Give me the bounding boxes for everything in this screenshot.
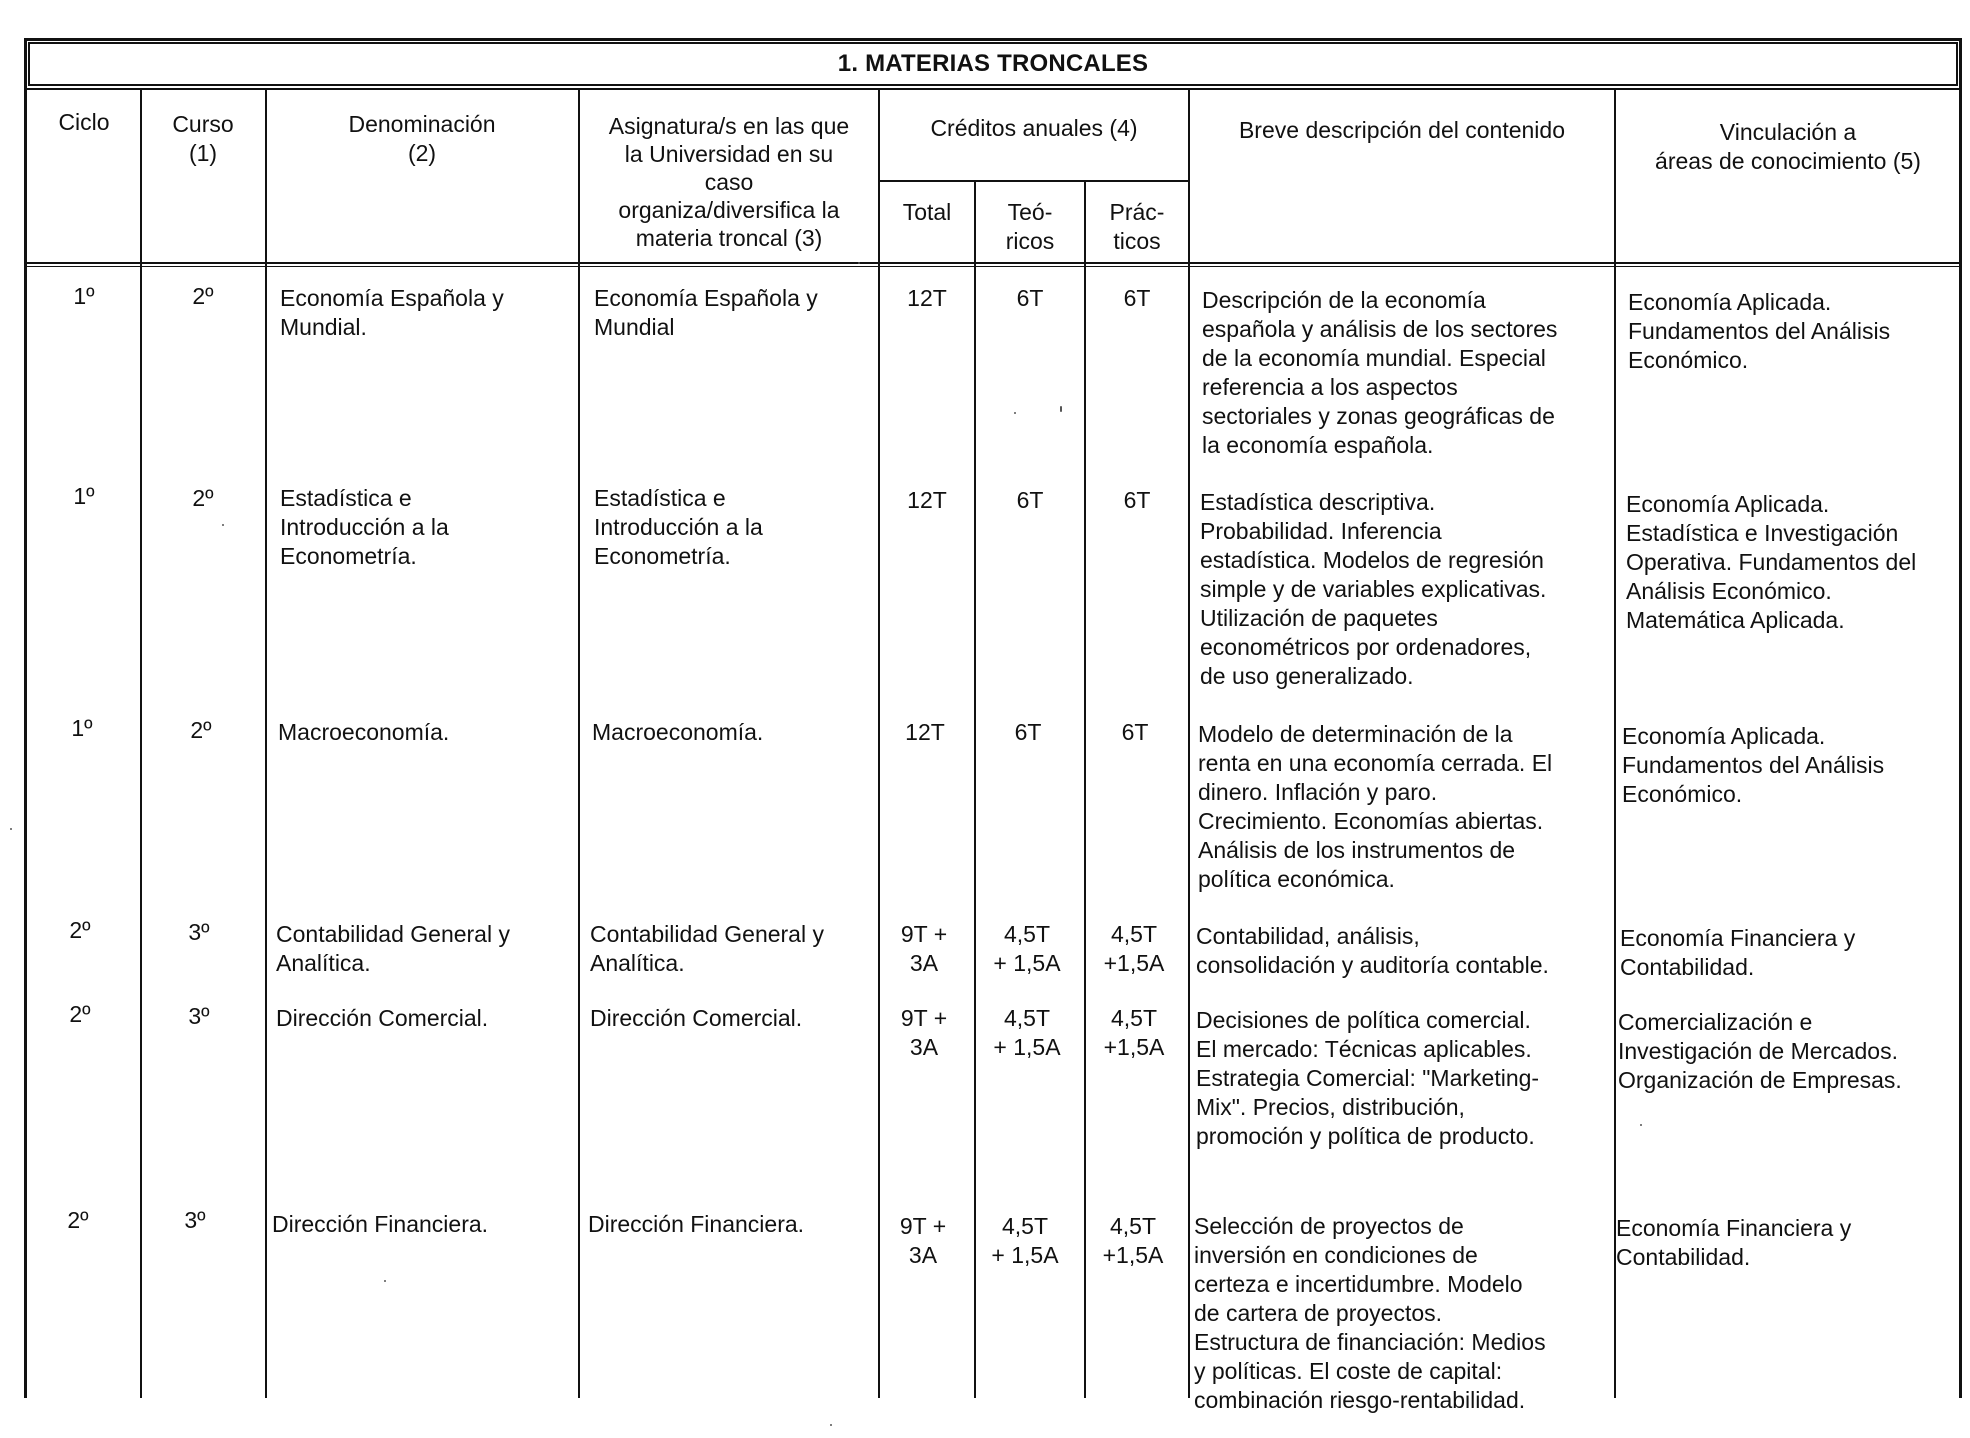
row-2-total: 12T [907, 487, 947, 513]
row-3-denominacion: Macroeconomía. [278, 719, 450, 745]
scan-speck [830, 1424, 832, 1426]
row-5-vinculacion: Comercialización e Investigación de Mercados. Organización de Empresas. [1618, 1009, 1902, 1093]
row-6-descripcion: Selección de proyectos de inversión en condiciones de certeza e incertidumbre. Modelo de cartera de proyectos. Estructura de financiación: Medios y políticas. El coste de capital: combinación riesgo-rentabilidad. [1194, 1213, 1546, 1413]
scan-speck [222, 524, 224, 526]
table-title: 1. MATERIAS TRONCALES [28, 42, 1958, 86]
row-1-curso: 2º [192, 283, 214, 309]
row-5-descripcion: Decisiones de política comercial. El mercado: Técnicas aplicables. Estrategia Comercial: "Marketing- Mix". Precios, distribución, promoción y política de producto. [1196, 1007, 1540, 1149]
row-3-ciclo: 1º [71, 715, 93, 741]
row-3-descripcion: Modelo de determinación de la renta en una economía cerrada. El dinero. Inflación y paro. Crecimiento. Economías abiertas. Análisis de los instrumentos de política económica. [1198, 721, 1553, 892]
row-1-asignatura: Economía Española y Mundial [594, 285, 818, 340]
header-teoricos: Teó- ricos [1005, 199, 1055, 254]
row-1-practicos: 6T [1123, 285, 1151, 311]
header-ciclo: Ciclo [58, 109, 110, 135]
row-5-ciclo: 2º [69, 1001, 91, 1027]
row-6-practicos: 4,5T +1,5A [1102, 1213, 1164, 1268]
row-6-ciclo: 2º [67, 1207, 89, 1233]
row-2-descripcion: Estadística descriptiva. Probabilidad. Inferencia estadística. Modelos de regresión simple y de variables explicativas. Utilización de paquetes econométricos por ordenadores, de uso generalizado. [1200, 489, 1547, 689]
row-6-teoricos: 4,5T + 1,5A [991, 1213, 1059, 1268]
row-3-curso: 2º [190, 717, 212, 743]
row-3-vinculacion: Economía Aplicada. Fundamentos del Análisis Económico. [1622, 723, 1885, 807]
col-rule-7 [1188, 88, 1190, 1398]
col-rule-2 [265, 88, 267, 1398]
header-vinculacion: Vinculación a áreas de conocimiento (5) [1655, 119, 1921, 174]
row-4-practicos: 4,5T +1,5A [1103, 921, 1165, 976]
row-1-descripcion: Descripción de la economía española y análisis de los sectores de la economía mundial. Especial referencia a los aspectos sectoriales y zonas geográficas de la economía española. [1202, 287, 1558, 458]
row-5-curso: 3º [188, 1003, 210, 1029]
scan-speck [384, 1280, 386, 1282]
row-4-vinculacion: Economía Financiera y Contabilidad. [1620, 925, 1856, 980]
row-4-curso: 3º [188, 919, 210, 945]
header-practicos: Prác- ticos [1109, 199, 1165, 254]
row-6-asignatura: Dirección Financiera. [588, 1211, 805, 1237]
row-4-asignatura: Contabilidad General y Analítica. [590, 921, 824, 976]
row-5-denominacion: Dirección Comercial. [276, 1005, 489, 1031]
header-total: Total [902, 199, 952, 225]
header-bottom-rule [26, 262, 1960, 264]
row-2-asignatura: Estadística e Introducción a la Econometría. [594, 485, 763, 569]
row-5-total: 9T + 3A [900, 1005, 948, 1060]
header-descripcion: Breve descripción del contenido [1238, 117, 1566, 143]
header-asignatura: Asignatura/s en las que la Universidad en su caso organiza/diversifica la materia troncal (3) [608, 113, 850, 251]
row-4-denominacion: Contabilidad General y Analítica. [276, 921, 510, 976]
row-2-vinculacion: Economía Aplicada. Estadística e Investigación Operativa. Fundamentos del Análisis Económico. Matemática Aplicada. [1626, 491, 1917, 633]
col-rule-3 [578, 88, 580, 1398]
scan-speck [858, 262, 860, 264]
row-1-ciclo: 1º [73, 283, 95, 309]
row-5-asignatura: Dirección Comercial. [590, 1005, 803, 1031]
row-2-ciclo: 1º [73, 483, 95, 509]
creditos-sub-rule [880, 180, 1188, 182]
row-6-vinculacion: Economía Financiera y Contabilidad. [1616, 1215, 1852, 1270]
scan-speck [1060, 406, 1062, 412]
row-4-teoricos: 4,5T + 1,5A [993, 921, 1061, 976]
row-1-vinculacion: Economía Aplicada. Fundamentos del Análisis Económico. [1628, 289, 1891, 373]
header-bottom-rule-2 [26, 266, 1960, 267]
row-2-denominacion: Estadística e Introducción a la Econometría. [280, 485, 449, 569]
header-top-rule [26, 88, 1960, 90]
col-rule-8 [1614, 88, 1616, 1398]
row-3-practicos: 6T [1121, 719, 1149, 745]
scan-speck [1014, 412, 1016, 414]
row-4-total: 9T + 3A [900, 921, 948, 976]
scan-speck [10, 828, 12, 830]
header-creditos: Créditos anuales (4) [930, 115, 1138, 141]
row-1-teoricos: 6T [1016, 285, 1044, 311]
row-5-teoricos: 4,5T + 1,5A [993, 1005, 1061, 1060]
row-4-ciclo: 2º [69, 917, 91, 943]
row-6-denominacion: Dirección Financiera. [272, 1211, 489, 1237]
header-curso: Curso (1) [172, 111, 234, 166]
row-3-total: 12T [905, 719, 945, 745]
row-3-teoricos: 6T [1014, 719, 1042, 745]
row-6-total: 9T + 3A [899, 1213, 947, 1268]
row-2-curso: 2º [192, 485, 214, 511]
row-5-practicos: 4,5T +1,5A [1103, 1005, 1165, 1060]
row-6-curso: 3º [184, 1207, 206, 1233]
row-4-descripcion: Contabilidad, análisis, consolidación y auditoría contable. [1196, 923, 1549, 978]
row-2-teoricos: 6T [1016, 487, 1044, 513]
row-1-total: 12T [907, 285, 947, 311]
row-2-practicos: 6T [1123, 487, 1151, 513]
header-denominacion: Denominación (2) [348, 111, 496, 166]
row-3-asignatura: Macroeconomía. [592, 719, 764, 745]
row-1-denominacion: Economía Española y Mundial. [280, 285, 504, 340]
scan-speck [1640, 1124, 1642, 1126]
